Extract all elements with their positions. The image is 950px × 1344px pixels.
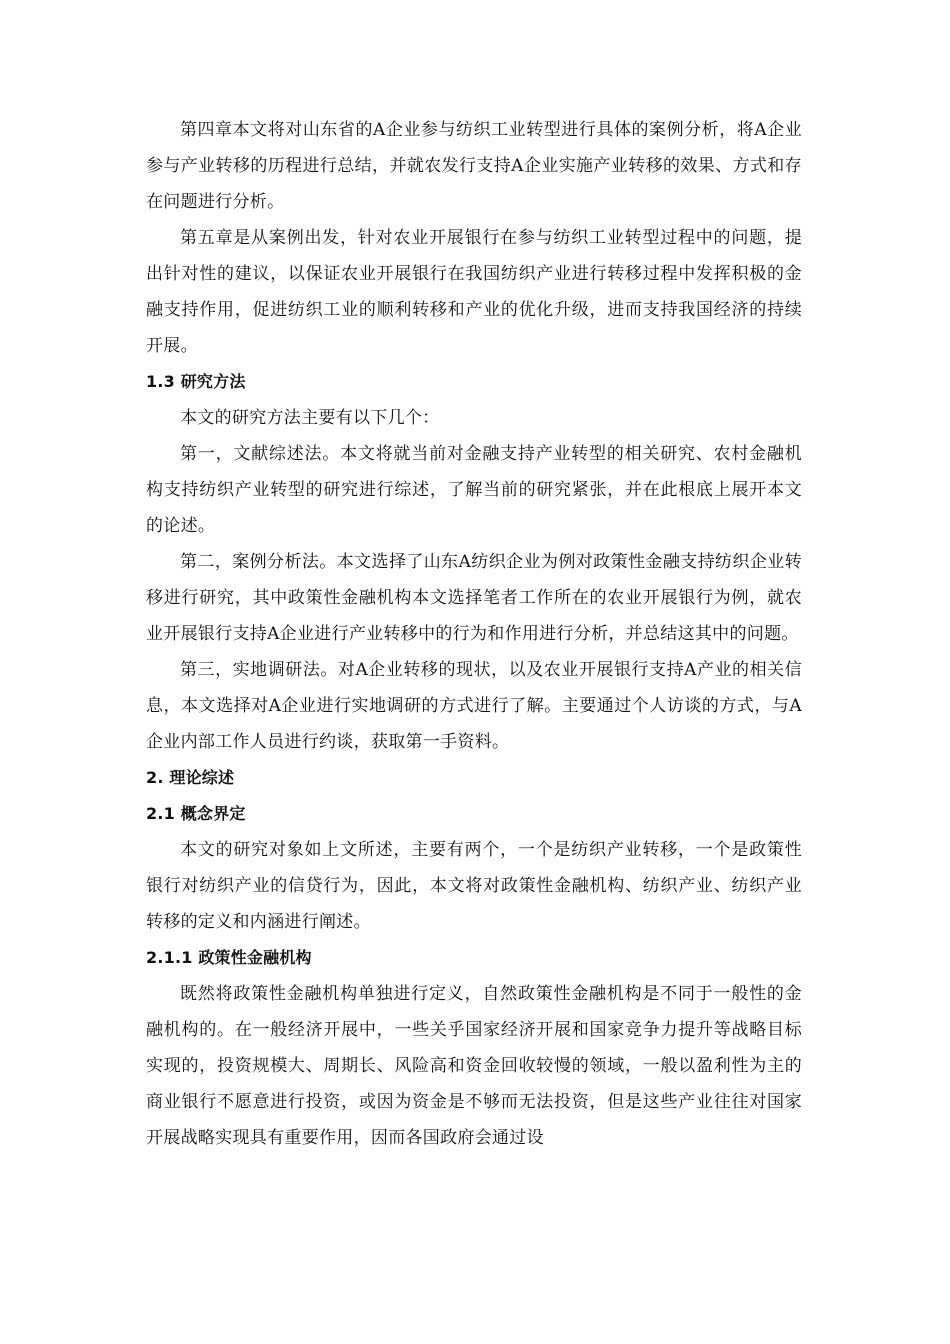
heading-policy-financial-institutions: 2.1.1 政策性金融机构 [146, 948, 312, 967]
paragraph-literature-review: 第一，文献综述法。本文将就当前对金融支持产业转型的相关研究、农村金融机构支持纺织产业转型的研究进行综述，了解当前的研究紧张，并在此根底上展开本文的论述。 [146, 444, 802, 536]
paragraph-chapter-four: 第四章本文将对山东省的A企业参与纺织工业转型进行具体的案例分析，将A企业参与产业转移的历程进行总结，并就农发行支持A企业实施产业转移的效果、方式和存在问题进行分析。 [146, 120, 802, 212]
paragraph-research-objects: 本文的研究对象如上文所述，主要有两个，一个是纺织产业转移，一个是政策性银行对纺织产业的信贷行为，因此，本文将对政策性金融机构、纺织产业、纺织产业转移的定义和内涵进行阐述。 [146, 840, 802, 932]
document-body [146, 112, 802, 1156]
heading-research-methods: 1.3 研究方法 [146, 372, 246, 391]
heading-theory-review: 2. 理论综述 [146, 768, 235, 787]
paragraph-methods-intro: 本文的研究方法主要有以下几个： [180, 408, 440, 428]
paragraph-case-analysis: 第二，案例分析法。本文选择了山东A纺织企业为例对政策性金融支持纺织企业转移进行研究，其中政策性金融机构本文选择笔者工作所在的农业开展银行为例，就农业开展银行支持A企业进行产业转移中的行为和作用进行分析，并总结这其中的问题。 [146, 552, 802, 644]
heading-concept-definition: 2.1 概念界定 [146, 804, 246, 823]
paragraph-field-research: 第三，实地调研法。对A企业转移的现状，以及农业开展银行支持A产业的相关信息，本文选择对A企业进行实地调研的方式进行了解。主要通过个人访谈的方式，与A企业内部工作人员进行约谈，获取第一手资料。 [146, 660, 802, 752]
paragraph-chapter-five: 第五章是从案例出发，针对农业开展银行在参与纺织工业转型过程中的问题，提出针对性的建议，以保证农业开展银行在我国纺织产业进行转移过程中发挥积极的金融支持作用，促进纺织工业的顺利转移和产业的优化升级，进而支持我国经济的持续开展。 [146, 228, 802, 356]
paragraph-policy-financial-definition: 既然将政策性金融机构单独进行定义，自然政策性金融机构是不同于一般性的金融机构的。在一般经济开展中，一些关乎国家经济开展和国家竞争力提升等战略目标实现的，投资规模大、周期长、风险高和资金回收较慢的领域，一般以盈利性为主的商业银行不愿意进行投资，或因为资金是不够而无法投资，但是这些产业往往对国家开展战略实现具有重要作用，因而各国政府会通过设 [146, 984, 802, 1148]
